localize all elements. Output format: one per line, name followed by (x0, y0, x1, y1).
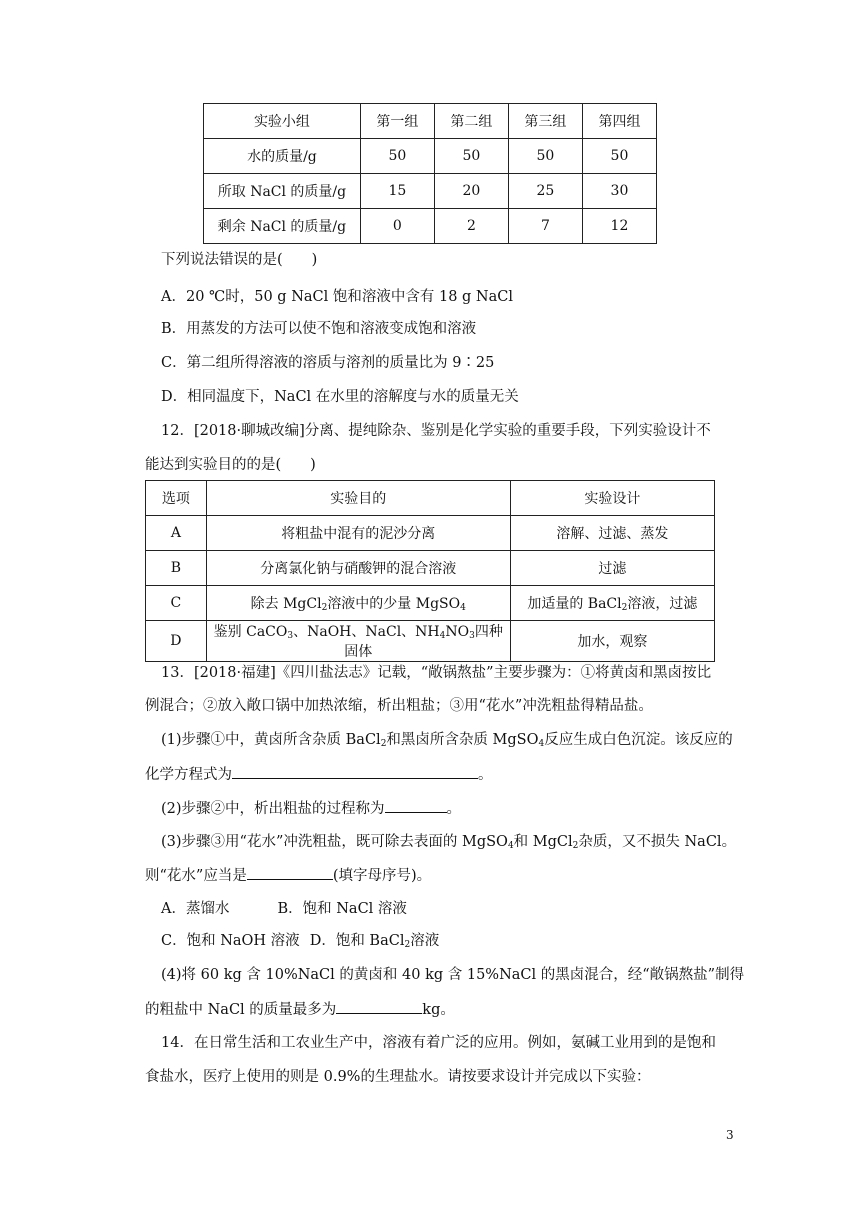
text: D．饱和 BaCl (309, 933, 405, 949)
table-cell: 选项 (146, 481, 207, 516)
text: 则“花水”应当是 (145, 868, 247, 884)
table-row (146, 551, 715, 586)
text: 化学方程式为 (145, 767, 232, 783)
table-cell: 溶解、过滤、蒸发 (510, 516, 714, 551)
subscript: 2 (404, 940, 411, 950)
table-row (204, 174, 657, 209)
q11-option-b: B．用蒸发的方法可以使不饱和溶液变成饱和溶液 (161, 321, 477, 337)
table-cell: 7 (508, 209, 582, 244)
text: (填字母序号)。 (332, 868, 432, 884)
subscript: 2 (572, 841, 579, 851)
answer-blank[interactable] (247, 865, 333, 880)
text: (2)步骤②中，析出粗盐的过程称为 (161, 801, 385, 817)
table-cell: 50 (582, 139, 656, 174)
q13-part3 (161, 832, 736, 856)
table-cell: 将粗盐中混有的泥沙分离 (206, 516, 510, 551)
subscript: 2 (321, 603, 328, 613)
option-a: A．蒸馏水 (161, 901, 230, 917)
table-cell: A (146, 516, 207, 551)
q13-part4-line2 (145, 999, 455, 1020)
q13-part3-line2 (145, 865, 431, 886)
table-cell: 2 (434, 209, 508, 244)
q13-options-row1 (161, 899, 407, 919)
table-cell: 20 (434, 174, 508, 209)
q13-part1-line2 (145, 764, 493, 785)
answer-blank[interactable] (385, 798, 447, 813)
q11-option-a: A．20 ℃时，50 g NaCl 饱和溶液中含有 18 g NaCl (161, 289, 513, 305)
table-cell: 过滤 (510, 551, 714, 586)
page-number: 3 (726, 1128, 734, 1142)
table-cell: 15 (360, 174, 434, 209)
q11-stem: 下列说法错误的是( ) (161, 252, 318, 268)
text: (1)步骤①中，黄卤所含杂质 BaCl (161, 732, 381, 748)
table-cell: 实验设计 (510, 481, 714, 516)
cell-text: 溶液，过滤 (627, 596, 698, 612)
subscript: 4 (439, 631, 446, 641)
cell-text: 溶液中的少量 MgSO (327, 596, 461, 612)
table-cell: 30 (582, 174, 656, 209)
table-cell: 实验小组 (204, 104, 361, 139)
table-cell: 所取 NaCl 的质量/g (204, 174, 361, 209)
q14-stem-line2: 食盐水，医疗上使用的则是 0.9%的生理盐水。请按要求设计并完成以下实验： (145, 1069, 651, 1085)
table-cell: 50 (434, 139, 508, 174)
option-b: B．饱和 NaCl 溶液 (277, 901, 407, 917)
text: 溶液 (410, 933, 440, 949)
subscript: 2 (621, 603, 628, 613)
table-cell: C (146, 586, 207, 621)
table-cell: 0 (360, 209, 434, 244)
table-cell: 50 (360, 139, 434, 174)
subscript: 2 (380, 739, 387, 749)
q11-option-d: D．相同温度下，NaCl 在水里的溶解度与水的质量无关 (161, 389, 519, 405)
text: 杂质，又不损失 NaCl。 (578, 834, 737, 850)
table-cell: 50 (508, 139, 582, 174)
q13-stem-line1: 13．[2018·福建]《四川盐法志》记载，“敞锅熬盐”主要步骤为：①将黄卤和黑卤按比 (161, 665, 712, 681)
option-c: C．饱和 NaOH 溶液 (161, 933, 300, 949)
cell-text: 加适量的 BaCl (527, 596, 622, 612)
experiment-design-table (145, 480, 715, 662)
cell-text: 、NaOH、NaCl、NH (293, 624, 440, 640)
answer-blank[interactable] (336, 999, 422, 1014)
text: 和黑卤所含杂质 MgSO (386, 732, 539, 748)
subscript: 4 (460, 603, 466, 613)
q13-part1 (161, 730, 733, 754)
q13-part2 (161, 798, 461, 819)
cell-text: 除去 MgCl (250, 596, 322, 612)
q11-option-c: C．第二组所得溶液的溶质与溶剂的质量比为 9∶25 (161, 355, 495, 371)
table-cell: 第三组 (508, 104, 582, 139)
table-cell: 第二组 (434, 104, 508, 139)
table-row (204, 139, 657, 174)
table-cell: D (146, 621, 207, 662)
text: 反应生成白色沉淀。该反应的 (544, 732, 733, 748)
q13-stem-line2: 例混合；②放入敞口锅中加热浓缩，析出粗盐；③用“花水”冲洗粗盐得精品盐。 (145, 698, 653, 714)
q12-stem-line2: 能达到实验目的的是( ) (145, 457, 316, 473)
table-row (204, 209, 657, 244)
table-cell (206, 621, 510, 662)
q14-stem-line1: 14．在日常生活和工农业生产中，溶液有着广泛的应用。例如，氨碱工业用到的是饱和 (161, 1035, 716, 1051)
q12-stem-line1: 12．[2018·聊城改编]分离、提纯除杂、鉴别是化学实验的重要手段，下列实验设计不 (161, 423, 711, 439)
table-cell: 第一组 (360, 104, 434, 139)
cell-text: 鉴别 CaCO (213, 624, 288, 640)
table-header-row (146, 481, 715, 516)
q13-options-row2 (161, 931, 439, 955)
table-cell: 分离氯化钠与硝酸钾的混合溶液 (206, 551, 510, 586)
table-cell: 剩余 NaCl 的质量/g (204, 209, 361, 244)
table-cell: 第四组 (582, 104, 656, 139)
text: 的粗盐中 NaCl 的质量最多为 (145, 1002, 337, 1018)
subscript: 4 (507, 841, 514, 851)
subscript: 4 (538, 739, 545, 749)
table-cell: 实验目的 (206, 481, 510, 516)
text: (3)步骤③用“花水”冲洗粗盐，既可除去表面的 MgSO (161, 834, 508, 850)
cell-text: NO (445, 624, 470, 640)
table-cell: 加水，观察 (510, 621, 714, 662)
table-cell: 12 (582, 209, 656, 244)
table-row (146, 621, 715, 662)
answer-blank[interactable] (232, 764, 478, 779)
text: 和 MgCl (513, 834, 573, 850)
subscript: 3 (469, 631, 475, 641)
option-d (310, 933, 440, 949)
table-header-row (204, 104, 657, 139)
table-cell: 水的质量/g (204, 139, 361, 174)
table-cell (206, 586, 510, 621)
q13-part4: (4)将 60 kg 含 10%NaCl 的黄卤和 40 kg 含 15%NaCl 的黑卤混合，经“敞锅熬盐”制得 (161, 967, 745, 983)
table-cell: B (146, 551, 207, 586)
table-row (146, 586, 715, 621)
cell-text: 四种固体 (344, 624, 503, 660)
table-cell: 25 (508, 174, 582, 209)
nacl-solubility-table (203, 103, 657, 244)
table-row (146, 516, 715, 551)
text: 。 (478, 767, 493, 783)
subscript: 3 (287, 631, 294, 641)
table-cell (510, 586, 714, 621)
text: 。 (446, 801, 462, 817)
text: kg。 (422, 1002, 455, 1018)
